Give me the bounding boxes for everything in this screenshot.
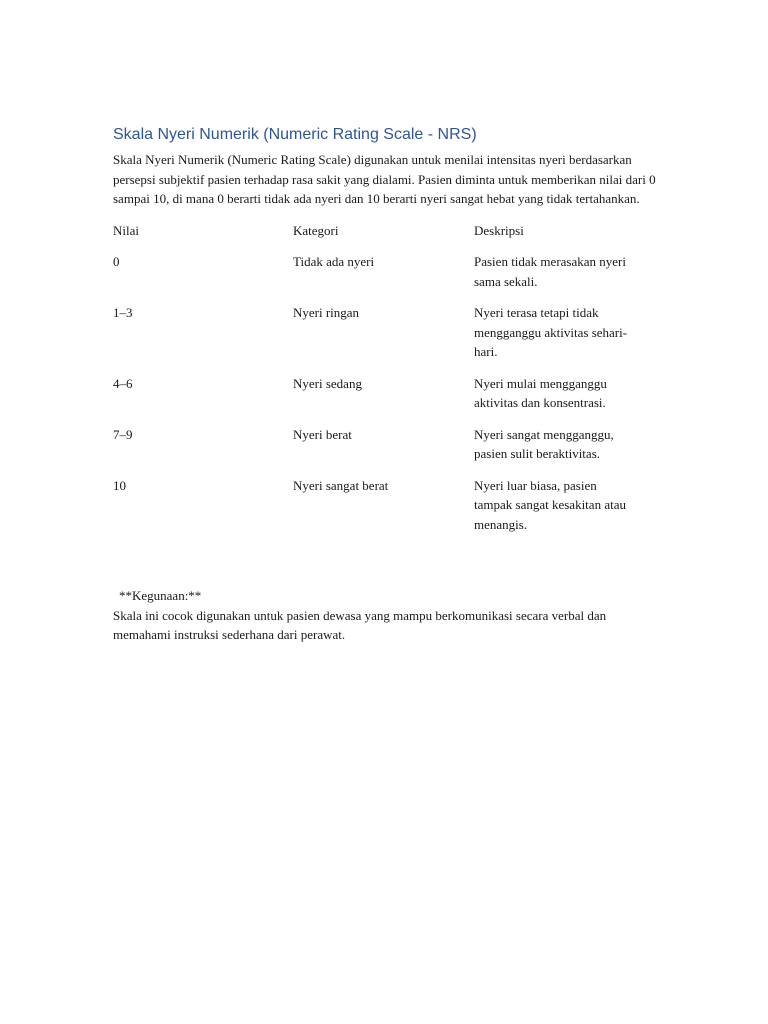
cell-nilai: 10: [113, 477, 126, 493]
cell-nilai: 7–9: [113, 426, 133, 442]
header-deskripsi: Deskripsi: [474, 222, 524, 238]
cell-kategori: Nyeri berat: [293, 426, 352, 442]
table-row: [113, 303, 658, 374]
document-page: [113, 124, 658, 645]
table-row: [113, 476, 658, 547]
cell-deskripsi-text: Nyeri mulai mengganggu aktivitas dan konsentrasi.: [474, 375, 607, 410]
usage-section: [113, 586, 658, 645]
cell-deskripsi-text: Pasien tidak merasakan nyeri sama sekali.: [474, 254, 626, 289]
usage-title: **Kegunaan:**: [119, 588, 202, 603]
document-title: Skala Nyeri Numerik (Numeric Rating Scale - NRS): [113, 126, 477, 143]
intro-paragraph: Skala Nyeri Numerik (Numeric Rating Scale) digunakan untuk menilai intensitas nyeri berdasarkan persepsi subjektif pasien terhadap rasa sakit yang dialami. Pasien diminta untuk memberikan nilai dari 0 sampai 10, di mana 0 berarti tidak ada nyeri dan 10 berarti nyeri sangat hebat yang tidak tertahankan.: [113, 152, 656, 206]
cell-kategori: Nyeri sedang: [293, 375, 362, 391]
table-row: [113, 252, 658, 303]
cell-deskripsi: [474, 252, 658, 303]
cell-deskripsi-text: Nyeri luar biasa, pasien tampak sangat kesakitan atau menangis.: [474, 477, 626, 532]
cell-kategori: Nyeri sangat berat: [293, 477, 389, 493]
cell-deskripsi: [474, 476, 658, 547]
cell-deskripsi: [474, 425, 658, 476]
table-row: [113, 374, 658, 425]
cell-deskripsi-text: Nyeri sangat mengganggu, pasien sulit beraktivitas.: [474, 426, 614, 461]
cell-nilai: 0: [113, 254, 120, 269]
cell-deskripsi: [474, 303, 658, 374]
header-kategori: Kategori: [293, 222, 339, 238]
header-nilai: Nilai: [113, 222, 139, 238]
table-header-row: [113, 221, 658, 253]
table-row: [113, 425, 658, 476]
usage-text: Skala ini cocok digunakan untuk pasien dewasa yang mampu berkomunikasi secara verbal dan memahami instruksi sederhana dari perawat.: [113, 607, 607, 642]
cell-kategori: Nyeri ringan: [293, 305, 360, 320]
cell-nilai: 1–3: [113, 305, 133, 320]
cell-deskripsi-text: Nyeri terasa tetapi tidak mengganggu aktivitas sehari-hari.: [474, 305, 628, 359]
pain-scale-table: [113, 221, 658, 547]
cell-deskripsi: [474, 374, 658, 425]
cell-kategori: Tidak ada nyeri: [293, 254, 375, 269]
cell-nilai: 4–6: [113, 375, 133, 391]
